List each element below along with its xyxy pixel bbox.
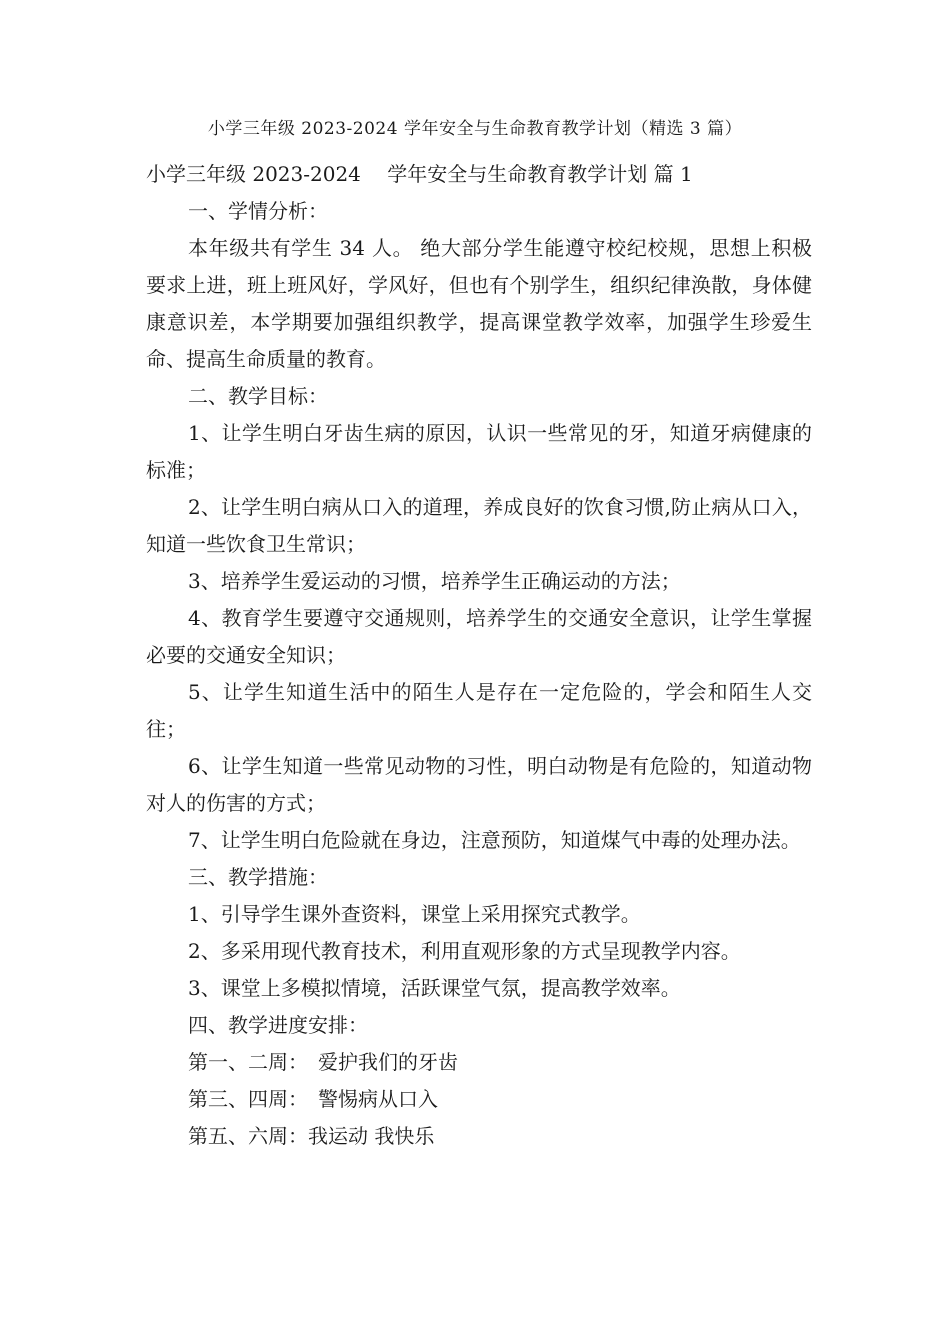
goal-item-5: 5、让学生知道生活中的陌生人是存在一定危险的，学会和陌生人交往；	[146, 680, 812, 741]
subheading-schedule: 四、教学进度安排：	[188, 1013, 368, 1037]
goal-item-4: 4、教育学生要遵守交通规则，培养学生的交通安全意识，让学生掌握必要的交通安全知识；	[146, 606, 812, 667]
subheading-learning-analysis: 一、学情分析：	[188, 199, 328, 223]
document-body	[146, 156, 812, 1155]
subheading-teaching-measures: 三、教学措施：	[188, 865, 328, 889]
goal-item-7: 7、让学生明白危险就在身边，注意预防，知道煤气中毒的处理办法。	[188, 828, 801, 852]
paragraph-learning-analysis: 本年级共有学生 34 人。 绝大部分学生能遵守校纪校规，思想上积极要求上进，班上班风好，学风好，但也有个别学生，组织纪律涣散，身体健康意识差，本学期要加强组织教学，提高课堂教学效率，加强学生珍爱生命、提高生命质量的教育。	[146, 236, 812, 371]
goal-item-1: 1、让学生明白牙齿生病的原因，认识一些常见的牙，知道牙病健康的标准；	[146, 421, 812, 482]
schedule-item-3: 第五、六周：我运动 我快乐	[188, 1124, 435, 1148]
measure-item-1: 1、引导学生课外查资料，课堂上采用探究式教学。	[188, 902, 641, 926]
schedule-item-2: 第三、四周： 警惕病从口入	[188, 1087, 438, 1111]
measure-item-3: 3、课堂上多模拟情境，活跃课堂气氛，提高教学效率。	[188, 976, 681, 1000]
document-title: 小学三年级 2023-2024 学年安全与生命教育教学计划（精选 3 篇）	[207, 119, 743, 139]
goal-item-3: 3、培养学生爱运动的习惯，培养学生正确运动的方法；	[188, 569, 681, 593]
subheading-teaching-goals: 二、教学目标：	[188, 384, 328, 408]
goal-item-2: 2、让学生明白病从口入的道理，养成良好的饮食习惯,防止病从口入，知道一些饮食卫生常识；	[146, 495, 812, 556]
section-heading: 小学三年级 2023-2024 学年安全与生命教育教学计划 篇 1	[146, 162, 693, 186]
measure-item-2: 2、多采用现代教育技术，利用直观形象的方式呈现教学内容。	[188, 939, 741, 963]
schedule-item-1: 第一、二周： 爱护我们的牙齿	[188, 1050, 458, 1074]
goal-item-6: 6、让学生知道一些常见动物的习性，明白动物是有危险的，知道动物对人的伤害的方式；	[146, 754, 812, 815]
